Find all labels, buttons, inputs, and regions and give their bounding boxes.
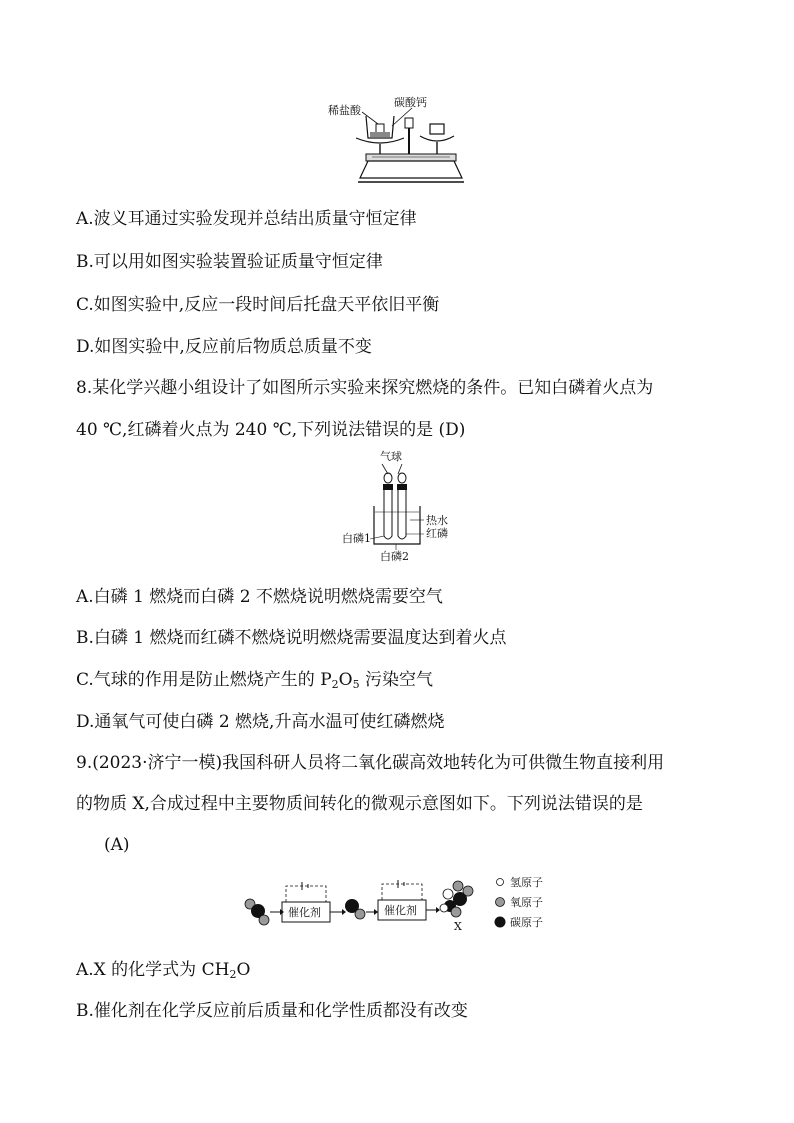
q9-stem-line1: 9.(2023·济宁一模)我国科研人员将二氧化碳高效地转化为可供微生物直接利用 (76, 753, 665, 773)
balance-figure (322, 96, 472, 188)
label-dilute-hcl: 稀盐酸 (328, 104, 361, 117)
q8-option-c: C.气球的作用是防止燃烧产生的 $P_2O_5$ 污染空气 (76, 670, 433, 691)
molecular-diagram (238, 872, 558, 940)
label-red-phosphorus: 红磷 (426, 527, 448, 540)
q9-option-b: B.催化剂在化学反应前后质量和化学性质都没有改变 (76, 1001, 468, 1021)
label-calcium-carbonate: 碳酸钙 (394, 96, 427, 109)
legend-carbon: 碳原子 (510, 916, 543, 929)
q9-answer: (A) (104, 835, 130, 855)
label-x: X (454, 920, 462, 933)
q8-option-d: D.通氧气可使白磷 2 燃烧,升高水温可使红磷燃烧 (76, 712, 445, 732)
q8-stem-line1: 8.某化学兴趣小组设计了如图所示实验来探究燃烧的条件。已知白磷着火点为 (76, 378, 654, 398)
q8-option-a: A.白磷 1 燃烧而白磷 2 不燃烧说明燃烧需要空气 (76, 587, 443, 607)
q8-stem-line2: 40 ℃,红磷着火点为 240 ℃,下列说法错误的是 (D) (76, 420, 466, 440)
q7-option-a: A.波义耳通过实验发现并总结出质量守恒定律 (76, 209, 417, 229)
catalyst-box-2: 催化剂 (384, 904, 417, 917)
q7-option-d: D.如图实验中,反应前后物质总质量不变 (76, 337, 372, 357)
q9-stem-line2: 的物质 X,合成过程中主要物质间转化的微观示意图如下。下列说法错误的是 (76, 794, 643, 814)
label-white-phosphorus-2: 白磷2 (380, 550, 409, 563)
label-hot-water: 热水 (426, 514, 448, 527)
label-balloon: 气球 (380, 450, 402, 463)
label-white-phosphorus-1: 白磷1 (342, 532, 371, 545)
catalyst-box-1: 催化剂 (288, 906, 321, 919)
q7-option-b: B.可以用如图实验装置验证质量守恒定律 (76, 252, 383, 272)
legend-oxygen: 氧原子 (510, 896, 543, 909)
combustion-figure (340, 448, 460, 566)
q7-option-c: C.如图实验中,反应一段时间后托盘天平依旧平衡 (76, 295, 440, 315)
q8-option-b: B.白磷 1 燃烧而红磷不燃烧说明燃烧需要温度达到着火点 (76, 628, 507, 648)
legend-hydrogen: 氢原子 (510, 876, 543, 889)
q9-option-a: A.X 的化学式为 $CH_2O$ (76, 960, 251, 981)
